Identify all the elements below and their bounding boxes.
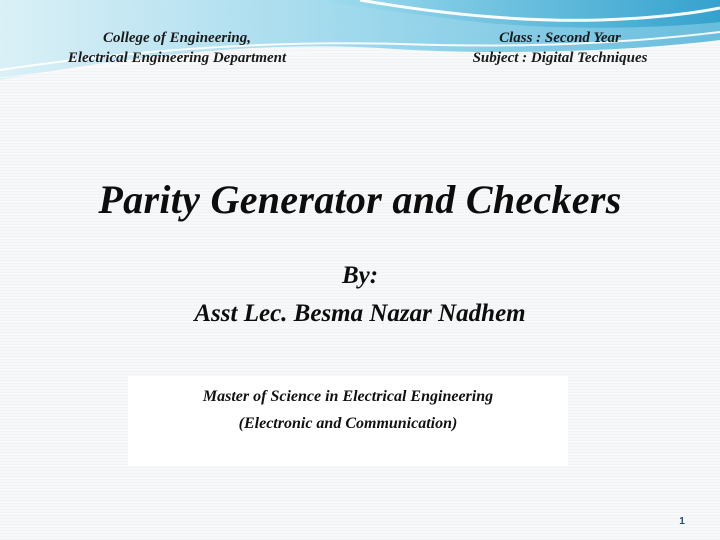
degree-specialization: (Electronic and Communication) — [238, 415, 458, 432]
degree-title: Master of Science in Electrical Engineering — [202, 388, 494, 405]
page-number: 1 — [679, 516, 685, 527]
institution-header — [18, 28, 336, 68]
subject-label: Subject : Digital Techniques — [472, 50, 648, 66]
college-name: College of Engineering, — [103, 30, 251, 46]
slide-title: Parity Generator and Checkers — [98, 177, 622, 222]
course-header — [432, 28, 688, 68]
author-name: Asst Lec. Besma Nazar Nadhem — [194, 300, 526, 327]
department-name: Electrical Engineering Department — [67, 50, 287, 66]
degree-info-box — [128, 376, 568, 466]
by-label: By: — [341, 262, 379, 289]
class-label: Class : Second Year — [499, 30, 621, 46]
